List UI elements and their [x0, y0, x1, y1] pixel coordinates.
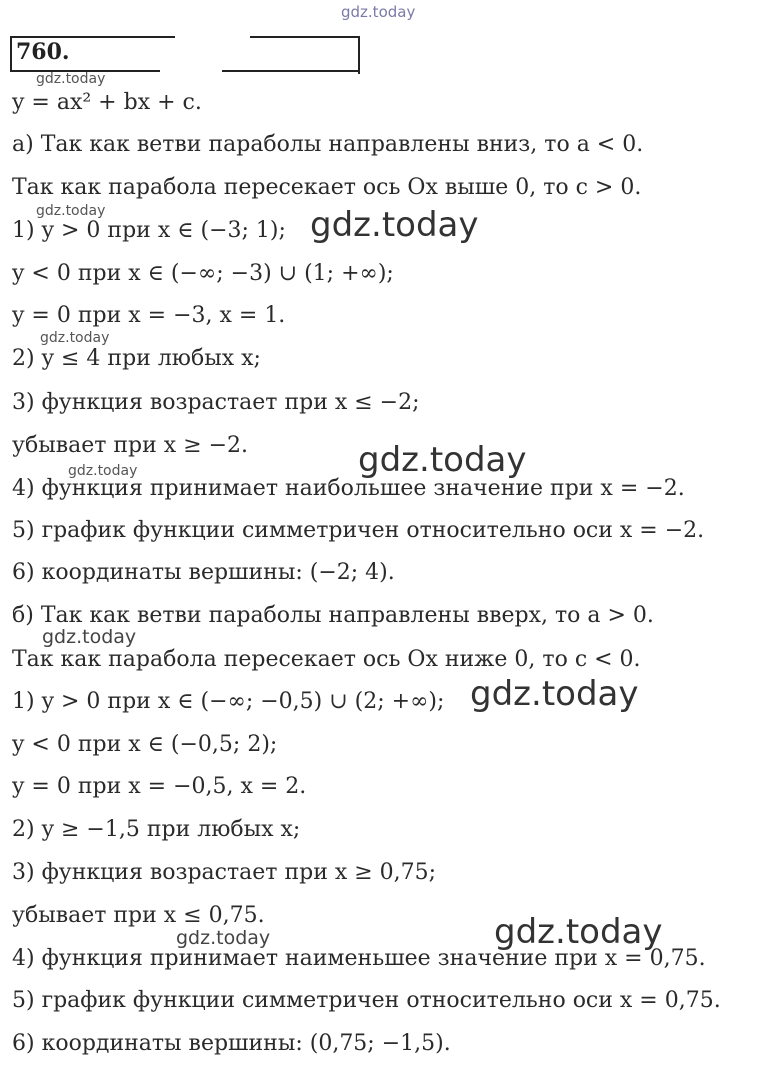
text-line: y = 0 при x = −3, x = 1. [12, 303, 286, 328]
text-line: 1) y > 0 при x ∈ (−3; 1); [12, 218, 286, 243]
watermark-small: gdz.today [36, 71, 106, 87]
watermark-large: gdz.today [310, 205, 479, 245]
text-line: 2) y ≤ 4 при любых x; [12, 346, 261, 371]
text-line: Так как парабола пересекает ось Ox ниже 0, то c < 0. [12, 647, 641, 672]
text-line: убывает при x ≥ −2. [12, 433, 249, 458]
watermark-medium: gdz.today [176, 927, 271, 949]
header-box-gap-top [175, 34, 250, 40]
watermark-small: gdz.today [36, 203, 106, 219]
text-line: Так как парабола пересекает ось Ox выше 0, то c > 0. [12, 175, 642, 200]
watermark-small: gdz.today [40, 330, 110, 346]
text-line: убывает при x ≤ 0,75. [12, 903, 265, 928]
text-line: а) Так как ветви параболы направлены вниз, то a < 0. [12, 132, 644, 157]
text-line: y = 0 при x = −0,5, x = 2. [12, 774, 307, 799]
equation: y = ax² + bx + c. [12, 90, 202, 115]
header-box-gap [160, 70, 222, 76]
text-line: б) Так как ветви параболы направлены вверх, то a > 0. [12, 603, 654, 628]
watermark-small: gdz.today [68, 463, 138, 479]
watermark-large: gdz.today [358, 440, 527, 480]
text-line: 6) координаты вершины: (−2; 4). [12, 560, 395, 585]
text-line: 5) график функции симметричен относительно оси x = 0,75. [12, 988, 721, 1013]
text-line: 1) y > 0 при x ∈ (−∞; −0,5) ∪ (2; +∞); [12, 689, 445, 714]
watermark-large: gdz.today [470, 674, 639, 714]
text-line: 3) функция возрастает при x ≤ −2; [12, 390, 420, 415]
text-line: 3) функция возрастает при x ≥ 0,75; [12, 860, 437, 885]
text-line: 5) график функции симметричен относительно оси x = −2. [12, 518, 705, 543]
text-line: 4) функция принимает наибольшее значение при x = −2. [12, 476, 685, 501]
text-line: y < 0 при x ∈ (−∞; −3) ∪ (1; +∞); [12, 261, 394, 286]
header-box-edge [358, 36, 360, 74]
text-line: 6) координаты вершины: (0,75; −1,5). [12, 1031, 451, 1056]
problem-number: 760. [16, 39, 70, 65]
watermark-top: gdz.today [341, 3, 416, 21]
watermark-large: gdz.today [494, 912, 663, 952]
text-line: 2) y ≥ −1,5 при любых x; [12, 817, 301, 842]
text-line: y < 0 при x ∈ (−0,5; 2); [12, 732, 278, 757]
watermark-medium: gdz.today [42, 626, 137, 648]
text-line: 4) функция принимает наименьшее значение при x = 0,75. [12, 946, 706, 971]
